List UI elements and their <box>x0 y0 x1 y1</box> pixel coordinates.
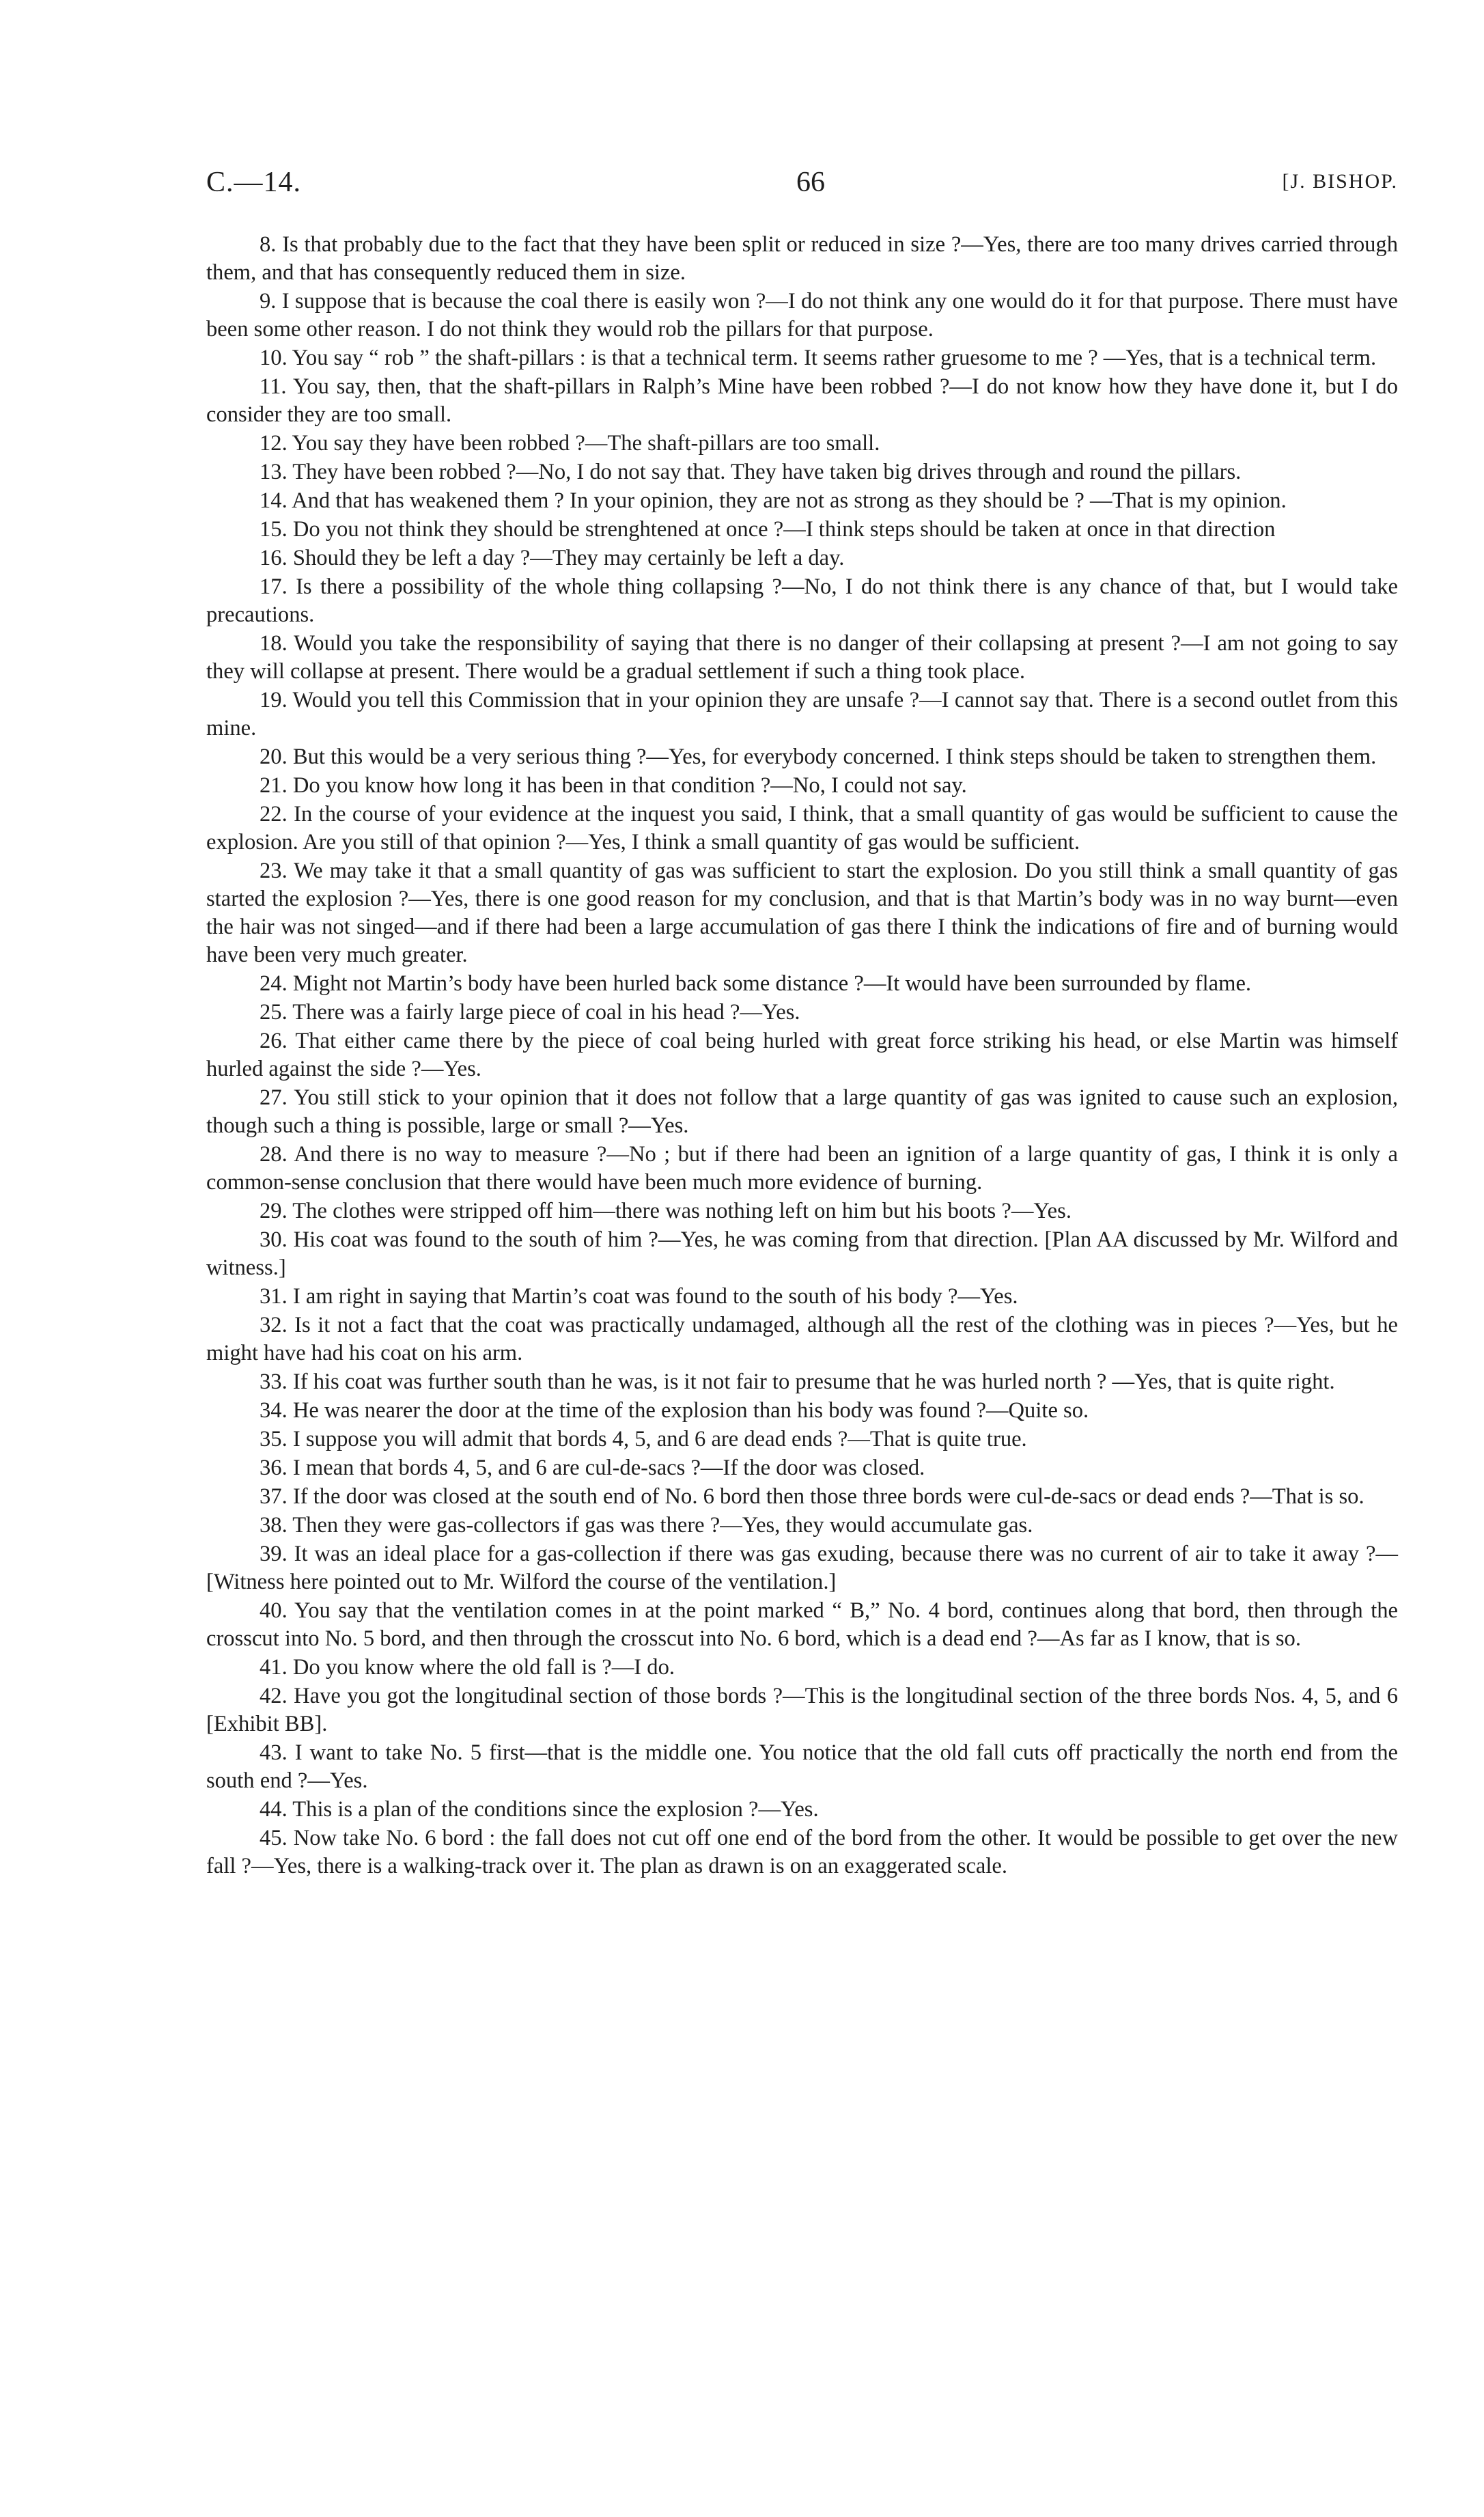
testimony-paragraph: 10. You say “ rob ” the shaft-pillars : is that a technical term. It seems rather gruesome to me ? —Yes, that is a technical term. <box>260 346 1377 370</box>
testimony-paragraph: 25. There was a fairly large piece of coal in his head ?—Yes. <box>260 1000 800 1025</box>
testimony-paragraph: 31. I am right in saying that Martin’s coat was found to the south of his body ?—Yes. <box>260 1284 1018 1309</box>
testimony-paragraph: 13. They have been robbed ?—No, I do not say that. They have taken big drives through and round the pillars. <box>260 460 1242 484</box>
testimony-paragraph: 36. I mean that bords 4, 5, and 6 are cul-de-sacs ?—If the door was closed. <box>260 1456 925 1480</box>
page-number: 66 <box>796 167 825 198</box>
page-header <box>206 166 1398 207</box>
testimony-paragraph: 26. That either came there by the piece of coal being hurled with great force striking his head, or else Martin was himself hurled against the side ?—Yes. <box>206 1029 1398 1081</box>
testimony-paragraph: 11. You say, then, that the shaft-pillars in Ralph’s Mine have been robbed ?—I do not know how they have done it, but I do consider they are too small. <box>206 374 1398 427</box>
testimony-paragraph: 21. Do you know how long it has been in that condition ?—No, I could not say. <box>260 773 967 798</box>
testimony-paragraph: 45. Now take No. 6 bord : the fall does not cut off one end of the bord from the other. It would be possible to get over the new fall ?—Yes, there is a walking-track over it. The plan as drawn is on an exaggerated scale. <box>206 1826 1398 1878</box>
testimony-paragraph: 9. I suppose that is because the coal there is easily won ?—I do not think any one would do it for that purpose. There must have been some other reason. I do not think they would rob the pillars for that purpose. <box>206 289 1398 342</box>
testimony-text <box>206 231 1398 1881</box>
testimony-paragraph: 30. His coat was found to the south of him ?—Yes, he was coming from that direction. [Plan AA discussed by Mr. Wilford and witness.] <box>206 1227 1398 1280</box>
testimony-paragraph: 19. Would you tell this Commission that in your opinion they are unsafe ?—I cannot say that. There is a second outlet from this mine. <box>206 688 1398 740</box>
testimony-paragraph: 44. This is a plan of the conditions since the explosion ?—Yes. <box>260 1797 819 1822</box>
testimony-paragraph: 15. Do you not think they should be strenghtened at once ?—I think steps should be taken at once in that direction <box>260 517 1276 542</box>
testimony-paragraph: 38. Then they were gas-collectors if gas was there ?—Yes, they would accumulate gas. <box>260 1513 1033 1538</box>
testimony-paragraph: 27. You still stick to your opinion that it does not follow that a large quantity of gas was ignited to cause such an explosion, though such a thing is possible, large or small ?—Yes. <box>206 1085 1398 1138</box>
document-reference: C.—14. <box>206 167 302 198</box>
testimony-paragraph: 40. You say that the ventilation comes in at the point marked “ B,” No. 4 bord, continues along that bord, then through the crosscut into No. 5 bord, and then through the crosscut into No. 6 bord, which is a dead end ?—As far as I know, that is so. <box>206 1598 1398 1651</box>
testimony-paragraph: 43. I want to take No. 5 first—that is the middle one. You notice that the old fall cuts off practically the north end from the south end ?—Yes. <box>206 1740 1398 1793</box>
testimony-paragraph: 32. Is it not a fact that the coat was practically undamaged, although all the rest of the clothing was in pieces ?—Yes, but he might have had his coat on his arm. <box>206 1313 1398 1365</box>
testimony-paragraph: 16. Should they be left a day ?—They may certainly be left a day. <box>260 546 845 570</box>
testimony-paragraph: 12. You say they have been robbed ?—The shaft-pillars are too small. <box>260 431 880 456</box>
testimony-paragraph: 24. Might not Martin’s body have been hurled back some distance ?—It would have been surrounded by flame. <box>260 971 1252 996</box>
testimony-paragraph: 22. In the course of your evidence at the inquest you said, I think, that a small quantity of gas would be sufficient to cause the explosion. Are you still of that opinion ?—Yes, I think a small quantity of gas would be sufficient. <box>206 802 1398 854</box>
testimony-paragraph: 35. I suppose you will admit that bords 4, 5, and 6 are dead ends ?—That is quite true. <box>260 1427 1027 1451</box>
testimony-paragraph: 14. And that has weakened them ? In your opinion, they are not as strong as they should be ? —That is my opinion. <box>260 488 1287 513</box>
testimony-paragraph: 29. The clothes were stripped off him—there was nothing left on him but his boots ?—Yes. <box>260 1199 1072 1223</box>
testimony-paragraph: 33. If his coat was further south than he was, is it not fair to presume that he was hurled north ? —Yes, that is quite right. <box>260 1369 1335 1394</box>
witness-name: [J. BISHOP. <box>1282 170 1398 193</box>
testimony-paragraph: 39. It was an ideal place for a gas-collection if there was gas exuding, because there was no current of air to take it away ?—[Witness here pointed out to Mr. Wilford the course of the ventilation.] <box>206 1542 1398 1594</box>
testimony-paragraph: 42. Have you got the longitudinal section of those bords ?—This is the longitudinal section of the three bords Nos. 4, 5, and 6 [Exhibit BB]. <box>206 1684 1398 1736</box>
testimony-paragraph: 37. If the door was closed at the south end of No. 6 bord then those three bords were cul-de-sacs or dead ends ?—That is so. <box>260 1484 1364 1509</box>
testimony-paragraph: 17. Is there a possibility of the whole thing collapsing ?—No, I do not think there is any chance of that, but I would take precautions. <box>206 574 1398 627</box>
testimony-paragraph: 34. He was nearer the door at the time of the explosion than his body was found ?—Quite so. <box>260 1398 1089 1423</box>
testimony-paragraph: 28. And there is no way to measure ?—No ; but if there had been an ignition of a large quantity of gas, I think it is only a common-sense conclusion that there would have been much more evidence of burning. <box>206 1142 1398 1195</box>
testimony-paragraph: 23. We may take it that a small quantity of gas was sufficient to start the explosion. Do you still think a small quantity of gas started the explosion ?—Yes, there is one good reason for my conclusion, and that is that Martin’s body was in no way burnt—even the hair was not singed—and if there had been a large accumulation of gas there I think the indications of fire and of burning would have been very much greater. <box>206 859 1398 967</box>
testimony-paragraph: 8. Is that probably due to the fact that they have been split or reduced in size ?—Yes, there are too many drives carried through them, and that has consequently reduced them in size. <box>206 232 1398 285</box>
testimony-paragraph: 41. Do you know where the old fall is ?—I do. <box>260 1655 675 1680</box>
testimony-paragraph: 18. Would you take the responsibility of saying that there is no danger of their collapsing at present ?—I am not going to say they will collapse at present. There would be a gradual settlement if such a thing took place. <box>206 631 1398 684</box>
testimony-paragraph: 20. But this would be a very serious thing ?—Yes, for everybody concerned. I think steps should be taken to strengthen them. <box>260 745 1377 769</box>
